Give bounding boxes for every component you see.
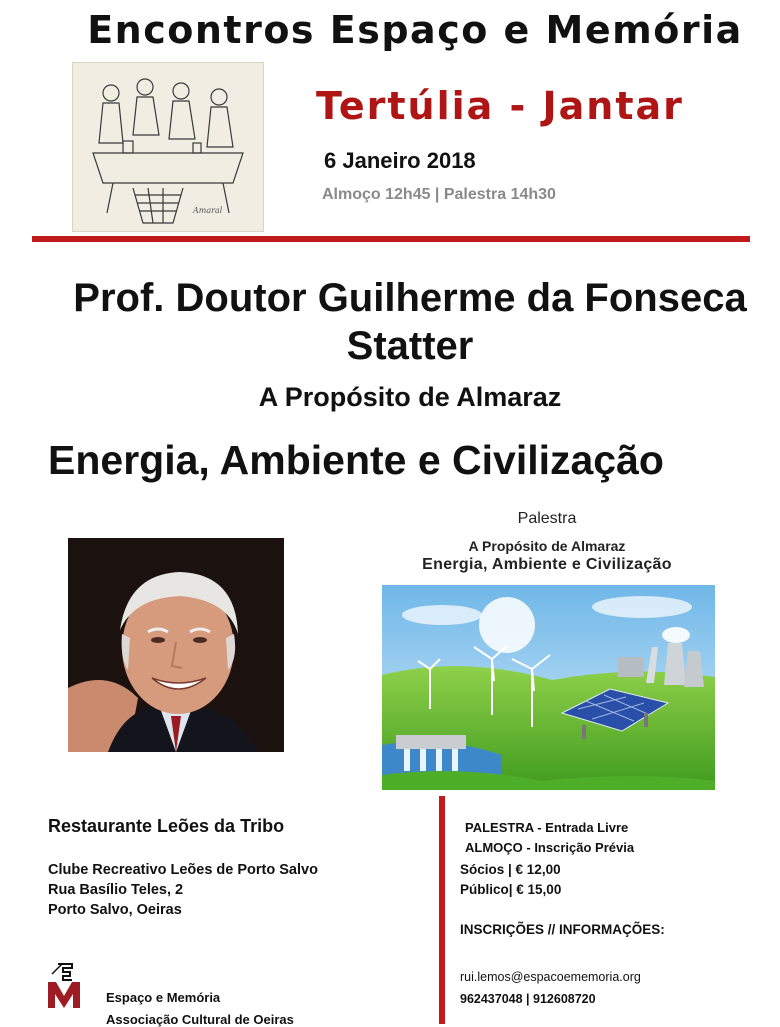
svg-text:Amaral: Amaral	[193, 206, 223, 215]
poster-label: Palestra	[517, 510, 577, 527]
almoco-entry: ALMOÇO - Inscrição Prévia	[465, 840, 635, 855]
event-date: 6 Janeiro 2018	[324, 148, 476, 173]
tertulia-sketch-illustration	[72, 62, 264, 232]
speaker-portrait-photo	[68, 538, 284, 752]
espaco-memoria-logo	[42, 958, 98, 1014]
speaker-name: Prof. Doutor Guilherme da Fonseca Statter	[73, 276, 747, 368]
price-publico: Público| € 15,00	[460, 882, 562, 897]
event-type: Tertúlia - Jantar	[316, 84, 684, 128]
event-times: Almoço 12h45 | Palestra 14h30	[322, 186, 556, 203]
vertical-divider	[439, 796, 445, 1024]
talk-subtitle: A Propósito de Almaraz	[258, 382, 562, 412]
venue-address-line: Rua Basílio Teles, 2	[48, 882, 184, 898]
venue-address-line: Clube Recreativo Leões de Porto Salvo	[48, 862, 318, 878]
org-subtitle: Associação Cultural de Oeiras	[106, 1012, 294, 1027]
org-name: Espaço e Memória	[106, 990, 221, 1005]
palestra-entry: PALESTRA - Entrada Livre	[465, 820, 629, 835]
contact-phones: 962437048 | 912608720	[460, 992, 596, 1006]
inscricoes-heading: INSCRIÇÕES // INFORMAÇÕES:	[460, 922, 665, 937]
price-socios: Sócios | € 12,00	[460, 862, 561, 877]
venue-address-line: Porto Salvo, Oeiras	[48, 902, 182, 918]
header-title: Encontros Espaço e Memória	[87, 8, 743, 52]
energy-landscape-illustration	[382, 585, 715, 790]
talk-title: Energia, Ambiente e Civilização	[48, 437, 664, 483]
divider-rule	[32, 236, 750, 242]
poster-title: Energia, Ambiente e Civilização	[422, 556, 672, 573]
venue-name: Restaurante Leões da Tribo	[48, 816, 285, 836]
contact-email[interactable]: rui.lemos@espacoememoria.org	[460, 970, 641, 984]
poster-subtitle: A Propósito de Almaraz	[468, 538, 626, 554]
